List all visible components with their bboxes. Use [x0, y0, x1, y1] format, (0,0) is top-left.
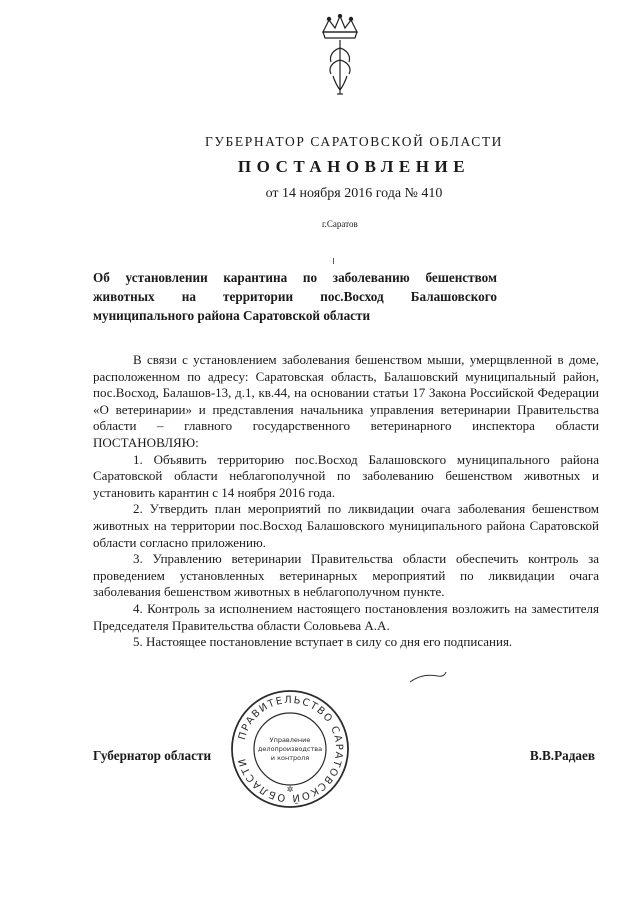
document-subject: [93, 268, 497, 325]
preamble-paragraph: В связи с установлением заболевания бешенством мыши, умерщвленной в доме, расположенном по адресу: Саратовская область, Балашовский муниципальный район, пос.Восход, Балашов-13, д.1, кв.44, на основании статьи 17 Закона Российской Федерации «О ветеринарии» и представления начальника управления ветеринарии Правительства области – главного государственного ветеринарного инспектора области ПОСТАНОВЛЯЮ:: [93, 352, 599, 450]
svg-text:✲: ✲: [286, 785, 294, 794]
handwritten-mark: [408, 668, 448, 688]
signatory-name: В.В.Радаев: [529, 748, 595, 763]
document-body: [93, 352, 599, 651]
item-2-paragraph: 2. Утвердить план мероприятий по ликвидации очага заболевания бешенством животных на территории пос.Восход Балашовского муниципального района Саратовской области согласно приложению.: [93, 501, 599, 550]
page-mark: [333, 258, 337, 264]
subject-line-3: муниципального района Саратовской области: [93, 308, 371, 323]
item-4-paragraph: 4. Контроль за исполнением настоящего постановления возложить на заместителя Председателя Правительства области Соловьева А.А.: [93, 600, 599, 633]
subject-line-1: Об установлении карантина по заболеванию бешенством: [93, 270, 497, 285]
signatory-title: Губернатор области: [93, 748, 212, 763]
document-city: г.Саратов: [322, 219, 358, 229]
official-stamp: [229, 688, 351, 810]
issuing-authority: ГУБЕРНАТОР САРАТОВСКОЙ ОБЛАСТИ: [204, 134, 504, 149]
subject-line-2: животных на территории пос.Восход Балашовского: [93, 289, 497, 304]
item-1-paragraph: 1. Объявить территорию пос.Восход Балашовского муниципального района Саратовской области неблагополучной по заболеванию бешенством животных и установить карантин с 14 ноября 2016 года.: [93, 451, 599, 500]
document-type-title: ПОСТАНОВЛЕНИЕ: [237, 157, 471, 176]
document-date-number: от 14 ноября 2016 года № 410: [265, 186, 443, 201]
item-3-paragraph: 3. Управлению ветеринарии Правительства области обеспечить контроль за проведением установленных ветеринарных мероприятий по ликвидации очага заболевания бешенством животных в неблагополучном пункте.: [93, 551, 599, 600]
stamp-center-line-2: делопроизводства: [257, 745, 323, 753]
stamp-ring-text: ПРАВИТЕЛЬСТВО САРАТОВСКОЙ ОБЛАСТИ: [236, 694, 345, 804]
stamp-center-line-1: Управление: [269, 736, 311, 744]
item-5-paragraph: 5. Настоящее постановление вступает в силу со дня его подписания.: [133, 634, 513, 650]
coat-of-arms-emblem: [309, 14, 371, 100]
stamp-center-line-3: и контроля: [270, 754, 310, 762]
